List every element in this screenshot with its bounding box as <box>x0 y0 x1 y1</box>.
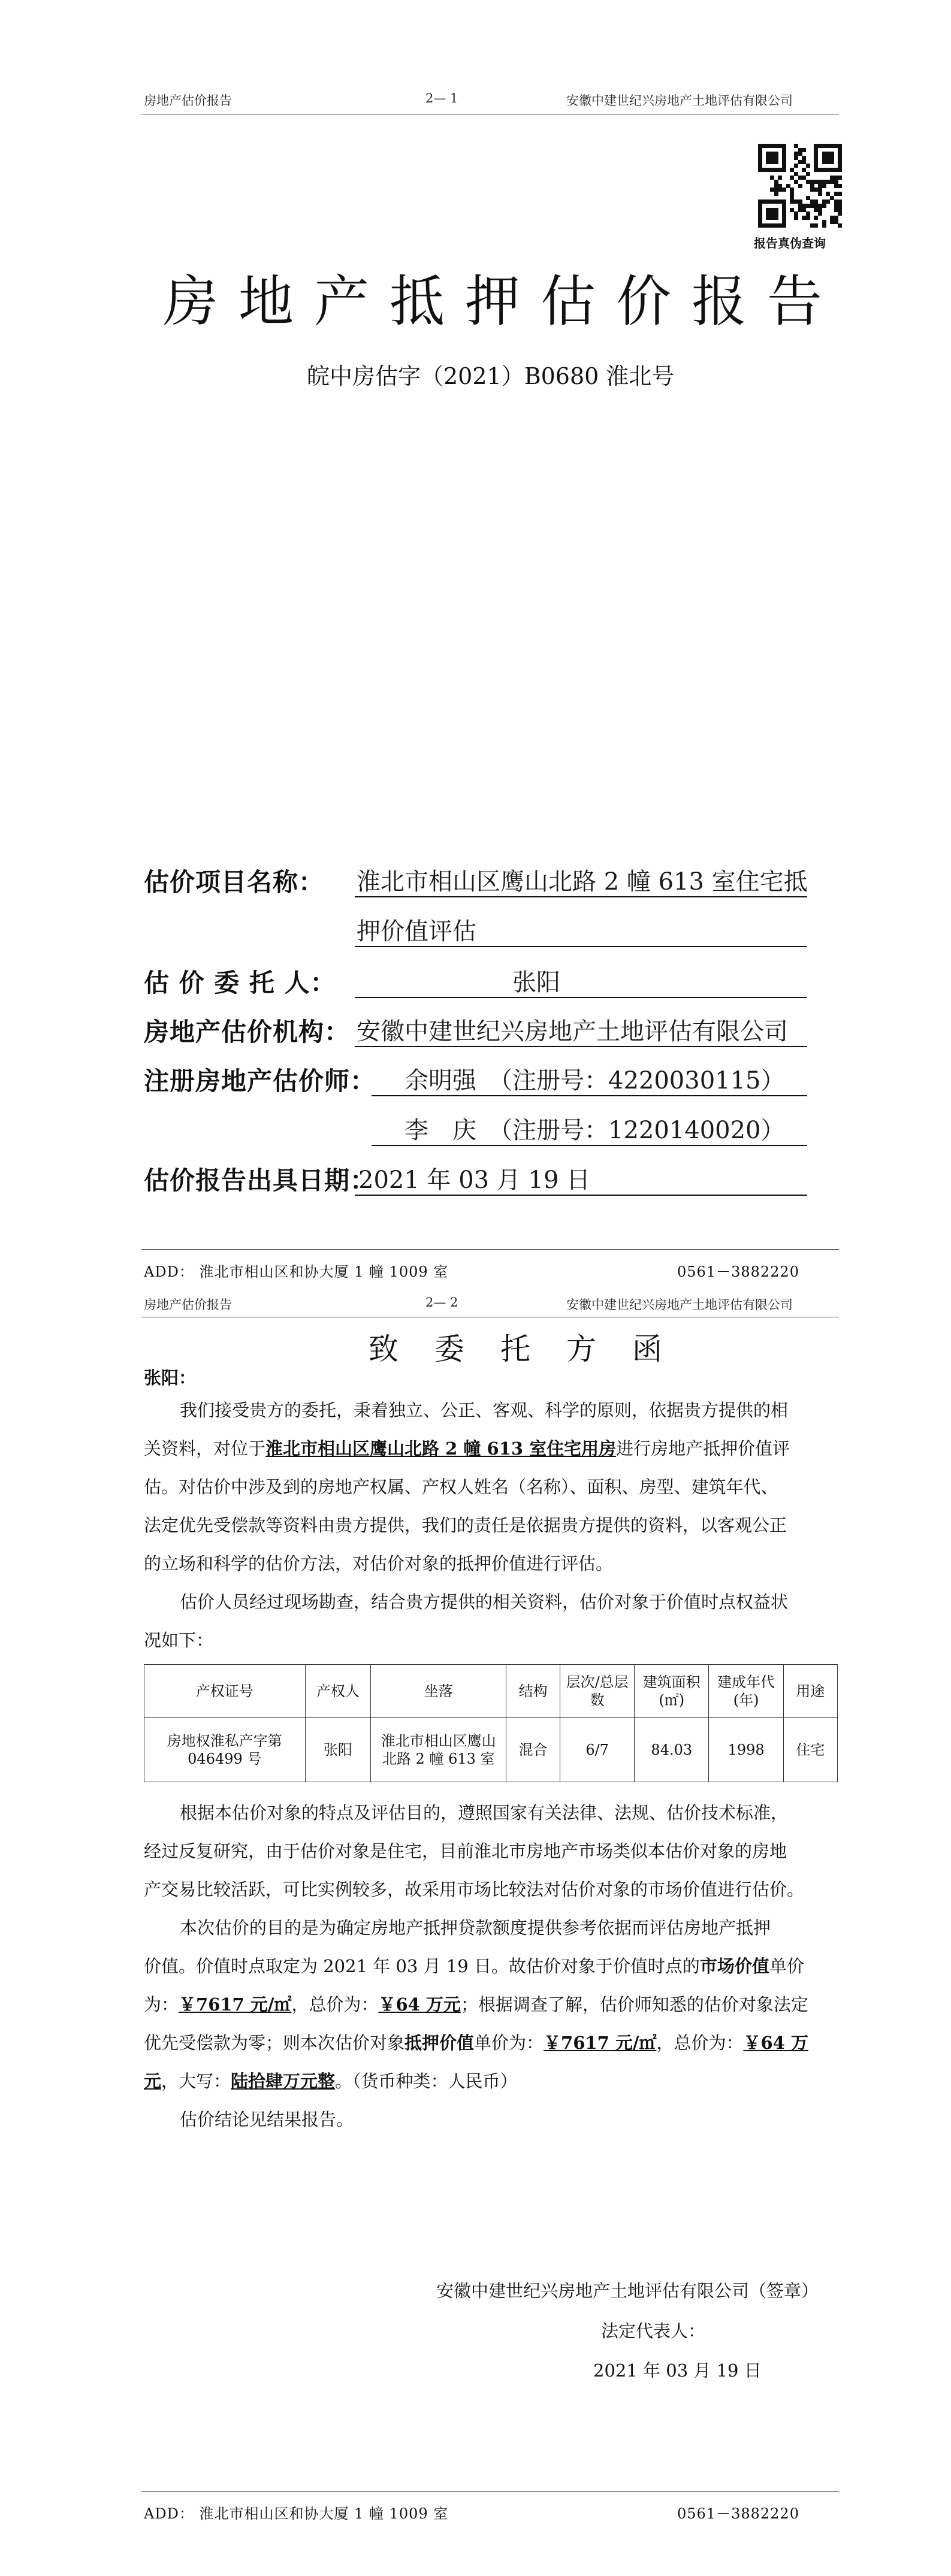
property-table <box>144 1664 838 1782</box>
mortgage-unit-price: ￥7617 元/㎡ <box>544 2033 657 2053</box>
project-name-underline-1 <box>355 896 807 897</box>
table-cell-area: 84.03 <box>635 1718 709 1782</box>
client-value: 张阳 <box>512 969 560 996</box>
page2-footer-phone: 0561－3882220 <box>677 2505 799 2522</box>
report-date-value: 2021 年 03 月 19 日 <box>358 1166 591 1194</box>
document-number: 皖中房估字（2021）B0680 淮北号 <box>307 363 675 389</box>
paragraph-3-line-3: 产交易比较活跃，可比实例较多，故采用市场比较法对估价对象的市场价值进行估价。 <box>144 1879 805 1900</box>
paragraph-5: 估价结论见结果报告。 <box>180 2109 354 2130</box>
mortgage-total-price: ￥64 万 <box>743 2033 808 2053</box>
table-cell-structure: 混合 <box>506 1718 560 1782</box>
appraiser-label: 注册房地产估价师： <box>144 1066 376 1096</box>
paragraph-4-line-3: 为：￥7617 元/㎡，总价为：￥64 万元；根据调查了解，估价师知悉的估价对象法定 <box>144 1994 808 2015</box>
market-total-price: ￥64 万元 <box>378 1994 461 2015</box>
paragraph-1-line-3: 估。对估价中涉及到的房地产权属、产权人姓名（名称）、面积、房型、建筑年代、 <box>144 1477 778 1497</box>
paragraph-1-line-1: 我们接受贵方的委托，秉着独立、公正、客观、科学的原则，依据贵方提供的相 <box>180 1400 789 1420</box>
paragraph-2-line-1: 估价人员经过现场勘查，结合贵方提供的相关资料，估价对象于价值时点权益状 <box>180 1592 789 1612</box>
report-date-underline <box>355 1195 807 1196</box>
table-cell-year: 1998 <box>709 1718 783 1782</box>
qr-code-icon[interactable] <box>758 144 842 228</box>
appraiser-1-value: 余明强 （注册号：4220030115） <box>404 1067 785 1095</box>
market-unit-price: ￥7617 元/㎡ <box>179 1994 292 2015</box>
appraiser-2-value: 李 庆 （注册号：1220140020） <box>404 1117 785 1144</box>
page2-header-left: 房地产估价报告 <box>144 1298 232 1312</box>
table-cell-cert: 房地权淮私产字第 046499 号 <box>144 1718 306 1782</box>
table-header-location: 坐落 <box>371 1665 506 1718</box>
project-name-label: 估价项目名称： <box>144 867 325 897</box>
table-cell-location: 淮北市相山区鹰山北路 2 幢 613 室 <box>371 1718 506 1782</box>
qr-caption: 报告真伪查询 <box>754 236 826 250</box>
paragraph-3-line-2: 经过反复研究，由于估价对象是住宅，目前淮北市房地产市场类似本估价对象的房地 <box>144 1841 787 1861</box>
table-header-area: 建筑面积(㎡) <box>635 1665 709 1718</box>
page2-footer-rule <box>141 2491 839 2492</box>
appraiser-2-underline <box>372 1145 807 1146</box>
table-cell-owner: 张阳 <box>305 1718 371 1782</box>
appraiser-1-underline <box>372 1095 807 1096</box>
paragraph-1-line-2: 关资料，对位于淮北市相山区鹰山北路 2 幢 613 室住宅用房进行房地产抵押价值评 <box>144 1438 790 1459</box>
page1-header-page-number: 2— 1 <box>425 91 458 105</box>
report-title: 房地产抵押估价报告 <box>163 270 843 334</box>
table-header-row <box>144 1665 838 1718</box>
page1-footer-address: ADD： 淮北市相山区和协大厦 1 幢 1009 室 <box>144 1263 449 1280</box>
project-name-value-line1: 淮北市相山区鹰山北路 2 幢 613 室住宅抵 <box>357 868 808 896</box>
paragraph-4-line-1: 本次估价的目的是为确定房地产抵押贷款额度提供参考依据而评估房地产抵押 <box>180 1918 771 1938</box>
salutation: 张阳： <box>144 1368 197 1388</box>
paragraph-3-line-1: 根据本估价对象的特点及评估目的，遵照国家有关法律、法规、估价技术标准， <box>180 1803 789 1823</box>
agency-underline <box>355 1046 807 1047</box>
page2-header-page-number: 2— 2 <box>425 1295 458 1310</box>
project-name-value-line2: 押价值评估 <box>357 918 476 945</box>
table-header-cert: 产权证号 <box>144 1665 306 1718</box>
report-date-label: 估价报告出具日期： <box>144 1166 376 1195</box>
client-underline <box>355 997 807 998</box>
paragraph-4-line-5: 元，大写：陆拾肆万元整。（货币种类：人民币） <box>144 2071 518 2091</box>
table-header-year: 建成年代(年) <box>709 1665 783 1718</box>
page1-footer-phone: 0561－3882220 <box>677 1263 799 1280</box>
agency-label: 房地产估价机构： <box>144 1017 351 1047</box>
property-address-highlight: 淮北市相山区鹰山北路 2 幢 613 室住宅用房 <box>265 1438 617 1459</box>
project-name-underline-2 <box>355 946 807 947</box>
sign-company: 安徽中建世纪兴房地产土地评估有限公司（签章） <box>436 2281 819 2301</box>
table-header-owner: 产权人 <box>305 1665 371 1718</box>
page1-header-right: 安徽中建世纪兴房地产土地评估有限公司 <box>566 93 793 108</box>
letter-title: 致委托方函 <box>369 1332 698 1366</box>
paragraph-4-line-4: 优先受偿款为零；则本次估价对象抵押价值单价为：￥7617 元/㎡，总价为：￥64 万 <box>144 2033 808 2053</box>
paragraph-1-line-4: 法定优先受偿款等资料由贵方提供，我们的责任是依据贵方提供的资料，以客观公正 <box>144 1515 787 1535</box>
table-header-structure: 结构 <box>506 1665 560 1718</box>
page1-footer-rule <box>141 1249 839 1250</box>
table-cell-floors: 6/7 <box>560 1718 635 1782</box>
table-header-usage: 用途 <box>783 1665 837 1718</box>
page2-header-right: 安徽中建世纪兴房地产土地评估有限公司 <box>566 1298 793 1312</box>
paragraph-2-line-2: 况如下： <box>144 1630 214 1650</box>
sign-representative: 法定代表人： <box>601 2321 706 2341</box>
paragraph-4-line-2: 价值。价值时点取定为 2021 年 03 月 19 日。故估价对象于价值时点的市场价值单价 <box>144 1956 804 1976</box>
table-cell-usage: 住宅 <box>783 1718 837 1782</box>
paragraph-1-line-5: 的立场和科学的估价方法，对估价对象的抵押价值进行评估。 <box>144 1553 614 1574</box>
page2-footer-address: ADD： 淮北市相山区和协大厦 1 幢 1009 室 <box>144 2505 449 2522</box>
sign-date: 2021 年 03 月 19 日 <box>593 2360 762 2381</box>
amount-in-words: 陆拾肆万元整 <box>231 2071 336 2091</box>
table-header-floors: 层次/总层数 <box>560 1665 635 1718</box>
agency-value: 安徽中建世纪兴房地产土地评估有限公司 <box>357 1018 788 1045</box>
client-label: 估 价 委 托 人： <box>144 968 336 997</box>
table-row <box>144 1718 838 1782</box>
page1-header-left: 房地产估价报告 <box>144 93 232 108</box>
